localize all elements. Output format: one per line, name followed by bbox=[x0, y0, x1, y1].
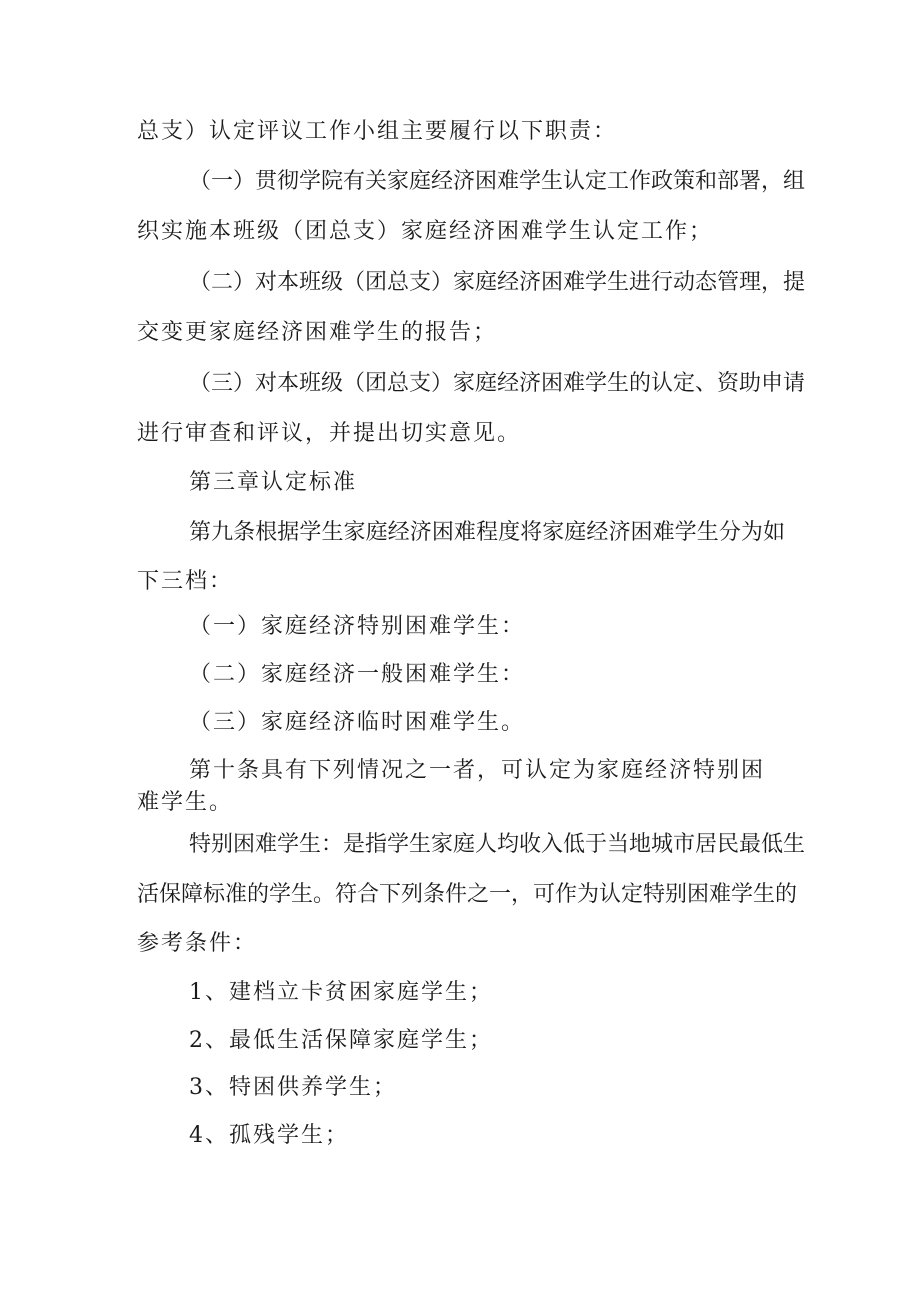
text-line: 特别困难学生：是指学生家庭人均收入低于当地城市居民最低生 bbox=[189, 832, 806, 857]
text-line: （三）对本班级（团总支）家庭经济困难学生的认定、资助申请 bbox=[189, 371, 806, 396]
text-line: 总支）认定评议工作小组主要履行以下职责： bbox=[137, 119, 618, 144]
text-line: 活保障标准的学生。符合下列条件之一，可作为认定特别困难学生的 bbox=[137, 882, 798, 907]
text-line: 交变更家庭经济困难学生的报告； bbox=[137, 320, 498, 345]
text-line: （一）贯彻学院有关家庭经济困难学生认定工作政策和部署，组 bbox=[189, 169, 806, 194]
text-line: 下三档： bbox=[137, 569, 234, 594]
list-item: 1、建档立卡贫困家庭学生； bbox=[189, 980, 493, 1005]
text-line: 织实施本班级（团总支）家庭经济困难学生认定工作； bbox=[137, 219, 714, 244]
text-line: 第九条根据学生家庭经济困难程度将家庭经济困难学生分为如 bbox=[189, 520, 785, 545]
text-line: 参考条件： bbox=[137, 931, 258, 956]
text-line: 难学生。 bbox=[137, 790, 234, 815]
text-line: 第十条具有下列情况之一者，可认定为家庭经济特别困 bbox=[189, 758, 766, 783]
list-item: （三）家庭经济临时困难学生。 bbox=[189, 710, 526, 735]
list-item: （二）家庭经济一般困难学生： bbox=[189, 662, 526, 687]
list-item: 2、最低生活保障家庭学生； bbox=[189, 1028, 493, 1053]
section-heading: 第三章认定标准 bbox=[189, 470, 358, 495]
list-item: （一）家庭经济特别困难学生： bbox=[189, 614, 526, 639]
list-item: 3、特困供养学生； bbox=[189, 1075, 397, 1100]
text-line: （二）对本班级（团总支）家庭经济困难学生进行动态管理，提 bbox=[189, 270, 806, 295]
list-item: 4、孤残学生； bbox=[189, 1123, 349, 1148]
text-line: 进行审查和评议，并提出切实意见。 bbox=[137, 421, 522, 446]
